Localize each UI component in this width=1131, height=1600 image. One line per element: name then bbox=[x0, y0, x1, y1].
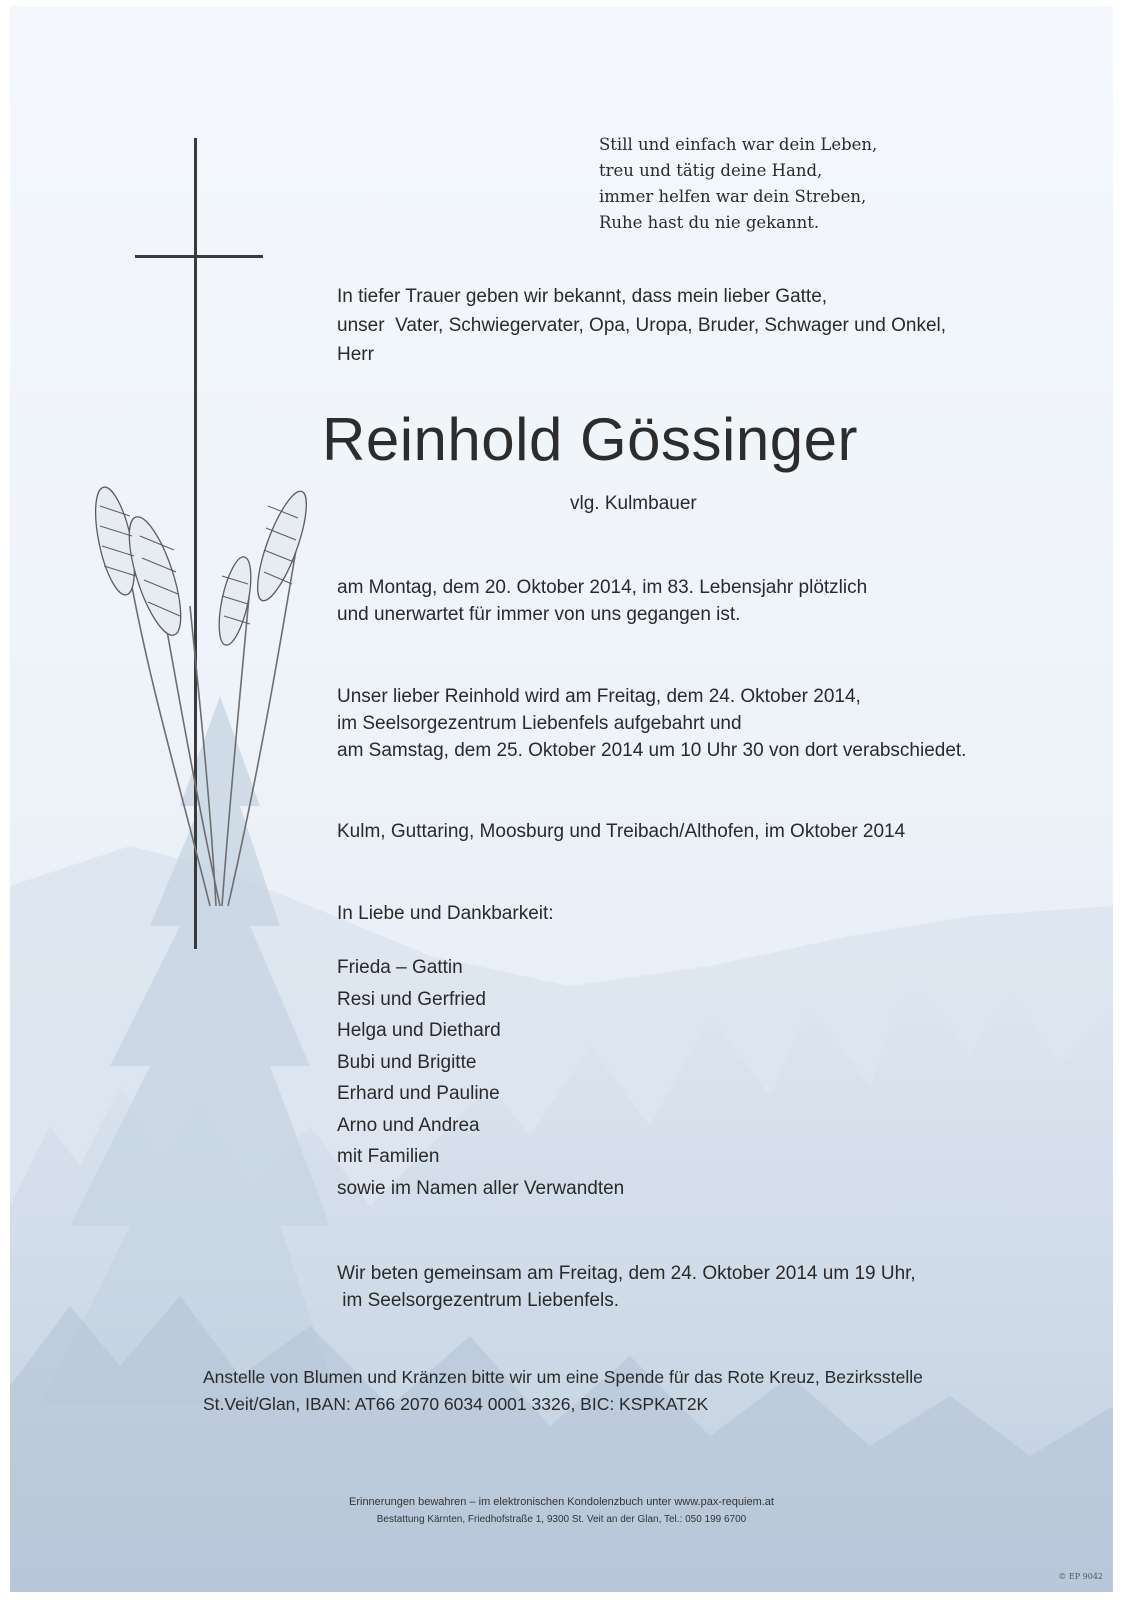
footer-condolence-link: Erinnerungen bewahren – im elektronischen Kondolenzbuch unter www.pax-requiem.at bbox=[349, 1496, 774, 1508]
announcement-line: Herr bbox=[337, 344, 374, 365]
death-notice-line: am Montag, dem 20. Oktober 2014, im 83. Lebensjahr plötzlich bbox=[337, 577, 868, 598]
deceased-vulgo: vlg. Kulmbauer bbox=[570, 493, 697, 514]
list-item: Frieda – Gattin bbox=[337, 957, 463, 978]
funeral-line: im Seelsorgezentrum Liebenfels aufgebahrt und bbox=[337, 713, 742, 734]
list-item: mit Familien bbox=[337, 1146, 440, 1167]
announcement-line: In tiefer Trauer geben wir bekannt, dass mein lieber Gatte, bbox=[337, 286, 828, 307]
donation-request bbox=[203, 1364, 923, 1418]
funeral-line: am Samstag, dem 25. Oktober 2014 um 10 Uhr 30 von dort verabschiedet. bbox=[337, 740, 967, 761]
footer-undertaker-address: Bestattung Kärnten, Friedhofstraße 1, 9300 St. Veit an der Glan, Tel.: 050 199 6700 bbox=[376, 1514, 747, 1525]
prayer-line: im Seelsorgezentrum Liebenfels. bbox=[337, 1290, 619, 1311]
cross-horizontal-beam bbox=[135, 255, 263, 258]
poem-line: Ruhe hast du nie gekannt. bbox=[599, 213, 820, 232]
death-notice-line: und unerwartet für immer von uns gegangen ist. bbox=[337, 604, 741, 625]
wheat-ears-icon bbox=[70, 466, 330, 926]
list-item: Arno und Andrea bbox=[337, 1114, 480, 1136]
list-item: sowie im Namen aller Verwandten bbox=[337, 1177, 625, 1199]
poem bbox=[599, 132, 877, 236]
poem-line: treu und tätig deine Hand, bbox=[599, 161, 823, 180]
donation-line: St.Veit/Glan, IBAN: AT66 2070 6034 0001 3326, BIC: KSPKAT2K bbox=[203, 1394, 709, 1414]
death-notice bbox=[337, 574, 867, 628]
funeral-line: Unser lieber Reinhold wird am Freitag, dem 24. Oktober 2014, bbox=[337, 686, 861, 707]
prayer-notice bbox=[337, 1260, 916, 1314]
mourners-list bbox=[337, 952, 624, 1204]
poem-line: immer helfen war dein Streben, bbox=[599, 187, 867, 206]
love-gratitude-line: In Liebe und Dankbarkeit: bbox=[337, 903, 554, 924]
list-item: Erhard und Pauline bbox=[337, 1083, 500, 1104]
places-and-date: Kulm, Guttaring, Moosburg und Treibach/Althofen, im Oktober 2014 bbox=[337, 821, 906, 842]
announcement bbox=[337, 282, 946, 369]
announcement-line: unser Vater, Schwiegervater, Opa, Uropa, Bruder, Schwager und Onkel, bbox=[337, 315, 947, 336]
donation-line: Anstelle von Blumen und Kränzen bitte wir um eine Spende für das Rote Kreuz, Bezirksstelle bbox=[203, 1367, 923, 1387]
poem-line: Still und einfach war dein Leben, bbox=[599, 135, 878, 154]
prayer-line: Wir beten gemeinsam am Freitag, dem 24. Oktober 2014 um 19 Uhr, bbox=[337, 1263, 916, 1284]
list-item: Bubi und Brigitte bbox=[337, 1051, 477, 1073]
deceased-name: Reinhold Gössinger bbox=[322, 406, 858, 473]
list-item: Helga und Diethard bbox=[337, 1020, 501, 1041]
funeral-details bbox=[337, 683, 966, 764]
list-item: Resi und Gerfried bbox=[337, 988, 486, 1010]
print-code: © EP 9042 bbox=[1058, 1572, 1103, 1581]
obituary-page bbox=[10, 6, 1113, 1592]
